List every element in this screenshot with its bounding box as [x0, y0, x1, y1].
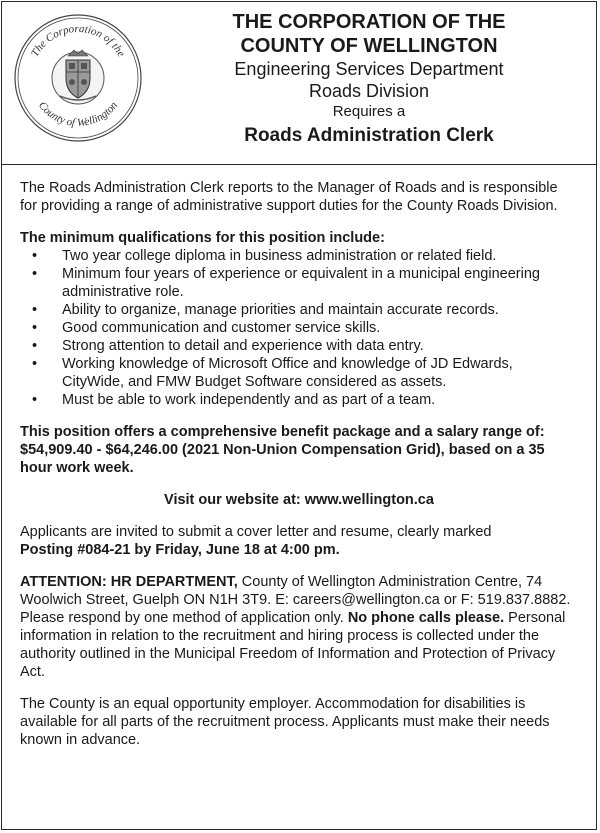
bullet-icon: •: [32, 320, 38, 336]
ad-body: [2, 165, 596, 749]
list-item: • Strong attention to detail and experience with data entry.: [32, 338, 424, 354]
county-seal-logo: [12, 12, 144, 144]
org-name-line1: THE CORPORATION OF THE: [232, 11, 506, 33]
county-crest-icon: [52, 50, 104, 104]
header-text-block: [152, 10, 586, 148]
qualifications-list: [20, 247, 578, 409]
benefits-paragraph: This position offers a comprehensive benefit package and a salary range of: $54,909.40 - $64,246.00 (2021 Non-Union Compensation Grid), based on a 35 hour work week.: [20, 424, 545, 476]
website-line: Visit our website at: www.wellington.ca: [164, 492, 434, 508]
bullet-icon: •: [32, 392, 38, 408]
no-calls-note: No phone calls please.: [347, 610, 505, 626]
bullet-icon: •: [32, 302, 38, 318]
privacy-note: Personal information in relation to the recruitment and hiring process is collected under the authority outlined in the Municipal Freedom of Information and Protection of Privacy Act.: [20, 610, 566, 680]
posting-deadline: Posting #084-21 by Friday, June 18 at 4:00 pm.: [20, 542, 340, 558]
department-name: Engineering Services Department: [234, 59, 504, 79]
qualifications-heading: The minimum qualifications for this position include:: [20, 230, 385, 246]
list-item: • Working knowledge of Microsoft Office and knowledge of JD Edwards, CityWide, and FMW Budget Software considered as assets.: [32, 356, 513, 390]
list-item: • Must be able to work independently and as part of a team.: [32, 392, 436, 408]
list-item: • Good communication and customer service skills.: [32, 320, 381, 336]
apply-text: Applicants are invited to submit a cover letter and resume, clearly marked: [20, 524, 492, 540]
ad-header: [2, 2, 596, 165]
seal-text-bottom: County of Wellington: [35, 99, 121, 130]
job-posting-ad: [1, 1, 597, 830]
org-name-line2: COUNTY OF WELLINGTON: [240, 35, 498, 57]
apply-paragraph: [20, 523, 578, 559]
intro-paragraph: The Roads Administration Clerk reports to the Manager of Roads and is responsible for providing a range of administrative support duties for the County Roads Division.: [20, 180, 558, 214]
attention-label: ATTENTION: HR DEPARTMENT,: [20, 574, 238, 590]
seal-text-top: The Corporation of the: [28, 22, 128, 59]
bullet-icon: •: [32, 338, 38, 354]
list-item: • Minimum four years of experience or equivalent in a municipal engineering administrative role.: [32, 266, 540, 300]
bullet-icon: •: [32, 266, 38, 282]
list-item: • Ability to organize, manage priorities and maintain accurate records.: [32, 302, 499, 318]
requires-label: Requires a: [332, 103, 406, 120]
bullet-icon: •: [32, 248, 38, 264]
position-title: Roads Administration Clerk: [244, 125, 494, 146]
division-name: Roads Division: [308, 81, 430, 101]
bullet-icon: •: [32, 356, 38, 372]
equal-opportunity-paragraph: The County is an equal opportunity employer. Accommodation for disabilities is available for all parts of the recruitment process. Applicants must make their needs known in advance.: [20, 696, 550, 748]
attention-paragraph: [20, 573, 578, 681]
attention-address: County of Wellington Administration Centre, 74 Woolwich Street, Guelph ON N1H 3T9. E: careers@wellington.ca or F: 519.837.8882. Please respond by one method of application only.: [20, 574, 571, 626]
list-item: • Two year college diploma in business administration or related field.: [32, 248, 497, 264]
